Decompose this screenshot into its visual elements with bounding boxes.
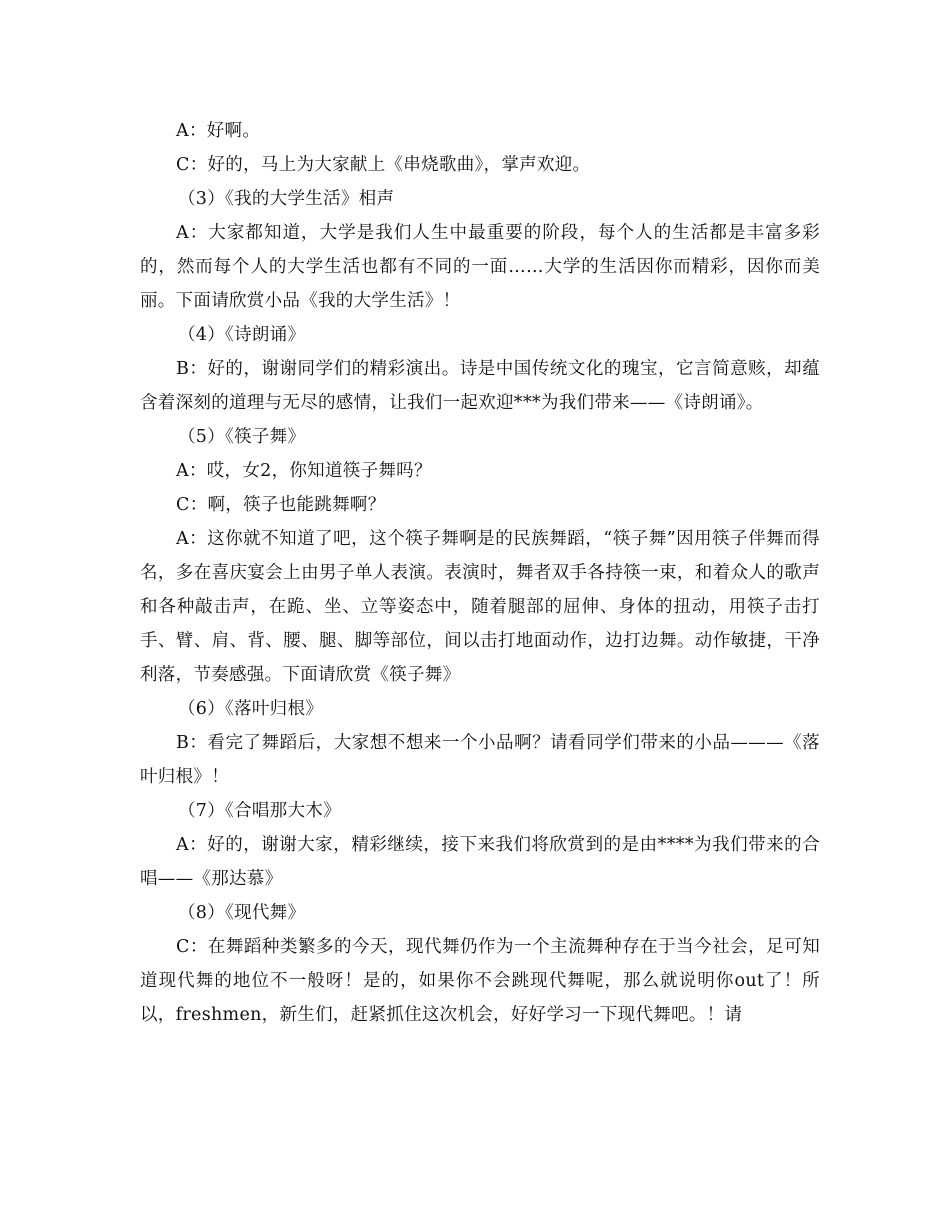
program-item-heading: （3）《我的大学生活》相声 <box>178 189 395 209</box>
paragraph: A：好啊。 <box>176 121 261 141</box>
paragraph: A：哎，女2，你知道筷子舞吗？ <box>176 461 432 481</box>
paragraph: A：大家都知道，大学是我们人生中最重要的阶段，每个人的生活都是丰富多彩的，然而每个人的大学生活也都有不同的一面……大学的生活因你而精彩，因你而美丽。下面请欣赏小品《我的大学生活》！ <box>140 223 820 311</box>
program-item-heading: （6）《落叶归根》 <box>178 699 324 719</box>
paragraph: A：好的，谢谢大家，精彩继续，接下来我们将欣赏到的是由****为我们带来的合唱——《那达慕》 <box>140 835 820 889</box>
paragraph: C：好的，马上为大家献上《串烧歌曲》，掌声欢迎。 <box>176 155 591 175</box>
paragraph: A：这你就不知道了吧，这个筷子舞啊是的民族舞蹈，“筷子舞”因用筷子伴舞而得名，多在喜庆宴会上由男子单人表演。表演时，舞者双手各持筷一束，和着众人的歌声和各种敲击声，在跪、坐、立等姿态中，随着腿部的屈伸、身体的扭动，用筷子击打手、臂、肩、背、腰、腿、脚等部位，间以击打地面动作，边打边舞。动作敏捷，干净利落，节奏感强。下面请欣赏《筷子舞》 <box>140 529 820 685</box>
program-item-heading: （7）《合唱那大木》 <box>178 801 341 821</box>
paragraph: B：看完了舞蹈后，大家想不想来一个小品啊？请看同学们带来的小品———《落叶归根》！ <box>140 733 820 787</box>
paragraph: B：好的，谢谢同学们的精彩演出。诗是中国传统文化的瑰宝，它言简意赅，却蕴含着深刻的道理与无尽的感情，让我们一起欢迎***为我们带来——《诗朗诵》。 <box>140 359 820 413</box>
program-item-heading: （5）《筷子舞》 <box>178 427 306 447</box>
document-body <box>140 114 820 1032</box>
paragraph: C：在舞蹈种类繁多的今天，现代舞仍作为一个主流舞种存在于当今社会，足可知道现代舞的地位不一般呀！是的，如果你不会跳现代舞呢，那么就说明你out了！所以，freshmen，新生们，赶紧抓住这次机会，好好学习一下现代舞吧。！请 <box>140 937 820 1025</box>
program-item-heading: （8）《现代舞》 <box>178 903 306 923</box>
paragraph: C：啊，筷子也能跳舞啊？ <box>176 495 386 515</box>
program-item-heading: （4）《诗朗诵》 <box>178 325 306 345</box>
